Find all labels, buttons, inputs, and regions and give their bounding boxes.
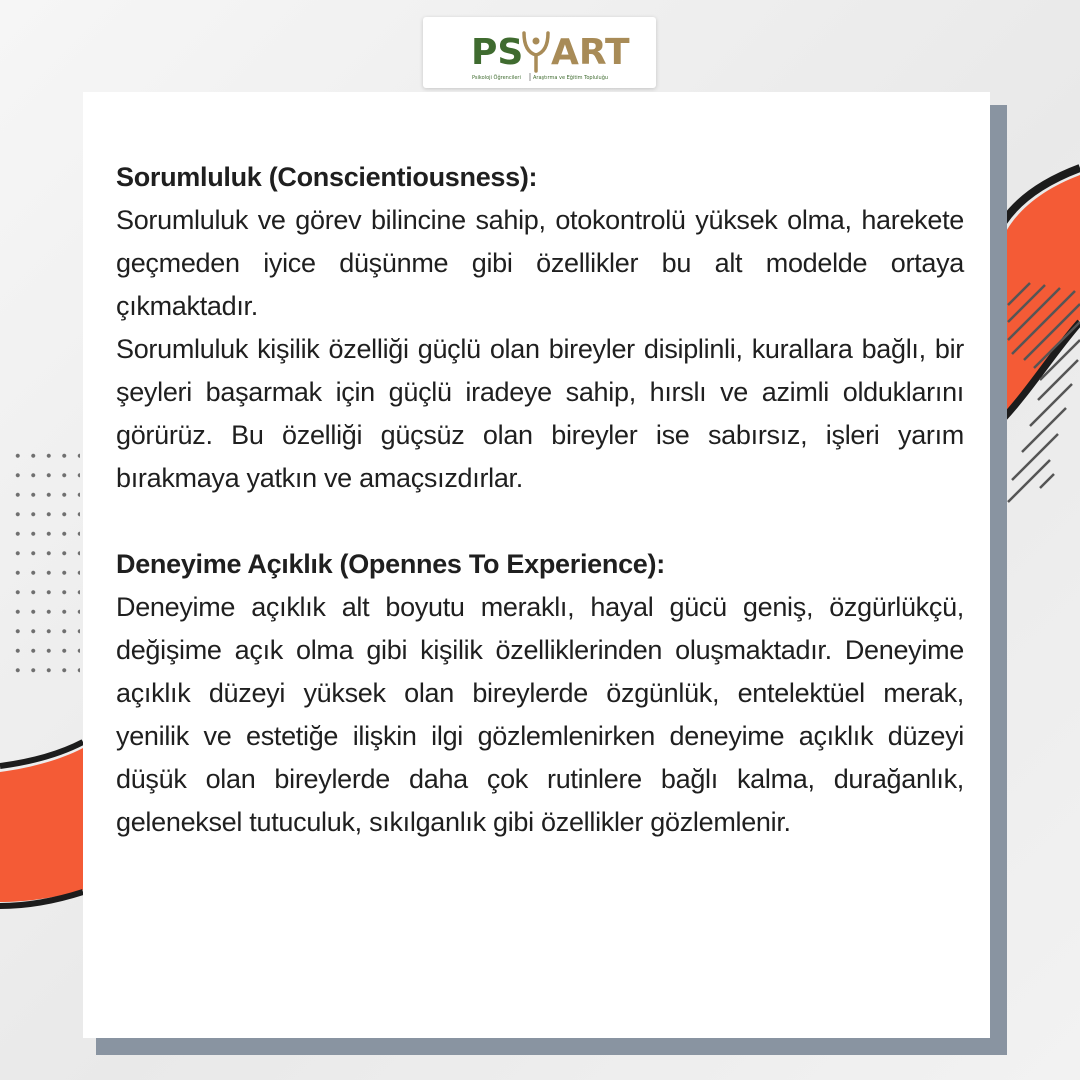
logo-tagline-left: Psikoloji Öğrencileri: [472, 75, 521, 81]
section-spacer: [116, 500, 964, 543]
logo-box: [423, 17, 656, 88]
content-card: [83, 92, 990, 1038]
logo-figure-icon: [524, 33, 548, 71]
dot-grid-decoration: [10, 446, 80, 682]
article-content: [116, 156, 964, 844]
paragraph-conscientiousness-2: Sorumluluk kişilik özelliği güçlü olan bireyler disiplinli, kurallara bağlı, bir şeyleri başarmak için güçlü iradeye sahip, hırslı ve azimli olduklarını görürüz. Bu özelliği güçsüz olan bireyler ise sabırsız, işleri yarım bırakmaya yatkın ve amaçsızdırlar.: [116, 334, 964, 493]
paragraph-openness-1: Deneyime açıklık alt boyutu meraklı, hayal gücü geniş, özgürlükçü, değişime açık olma gibi kişilik özelliklerinden oluşmaktadır. Deneyime açıklık düzeyi yüksek olan bireylerde özgünlük, entelektüel merak, yenilik ve estetiğe ilişkin ilgi gözlemlenirken deneyime açıklık düzeyi düşük olan bireylerde daha çok rutinlere bağlı kalma, durağanlık, geleneksel tutuculuk, sıkılganlık gibi özellikler gözlemlenir.: [116, 592, 964, 837]
section-heading-conscientiousness: Sorumluluk (Conscientiousness):: [116, 162, 538, 192]
logo-brand-left: PS: [471, 32, 524, 73]
logo-tagline-right: Araştırma ve Eğitim Topluluğu: [533, 75, 609, 81]
section-heading-openness: Deneyime Açıklık (Opennes To Experience):: [116, 549, 665, 579]
left-orange-swoosh: [0, 748, 83, 902]
paragraph-conscientiousness-1: Sorumluluk ve görev bilincine sahip, otokontrolü yüksek olma, harekete geçmeden iyice düşünme gibi özellikler bu alt modelde ortaya çıkmaktadır.: [116, 205, 964, 321]
logo-brand-right: ART: [551, 32, 630, 73]
psyart-logo: [423, 17, 656, 88]
